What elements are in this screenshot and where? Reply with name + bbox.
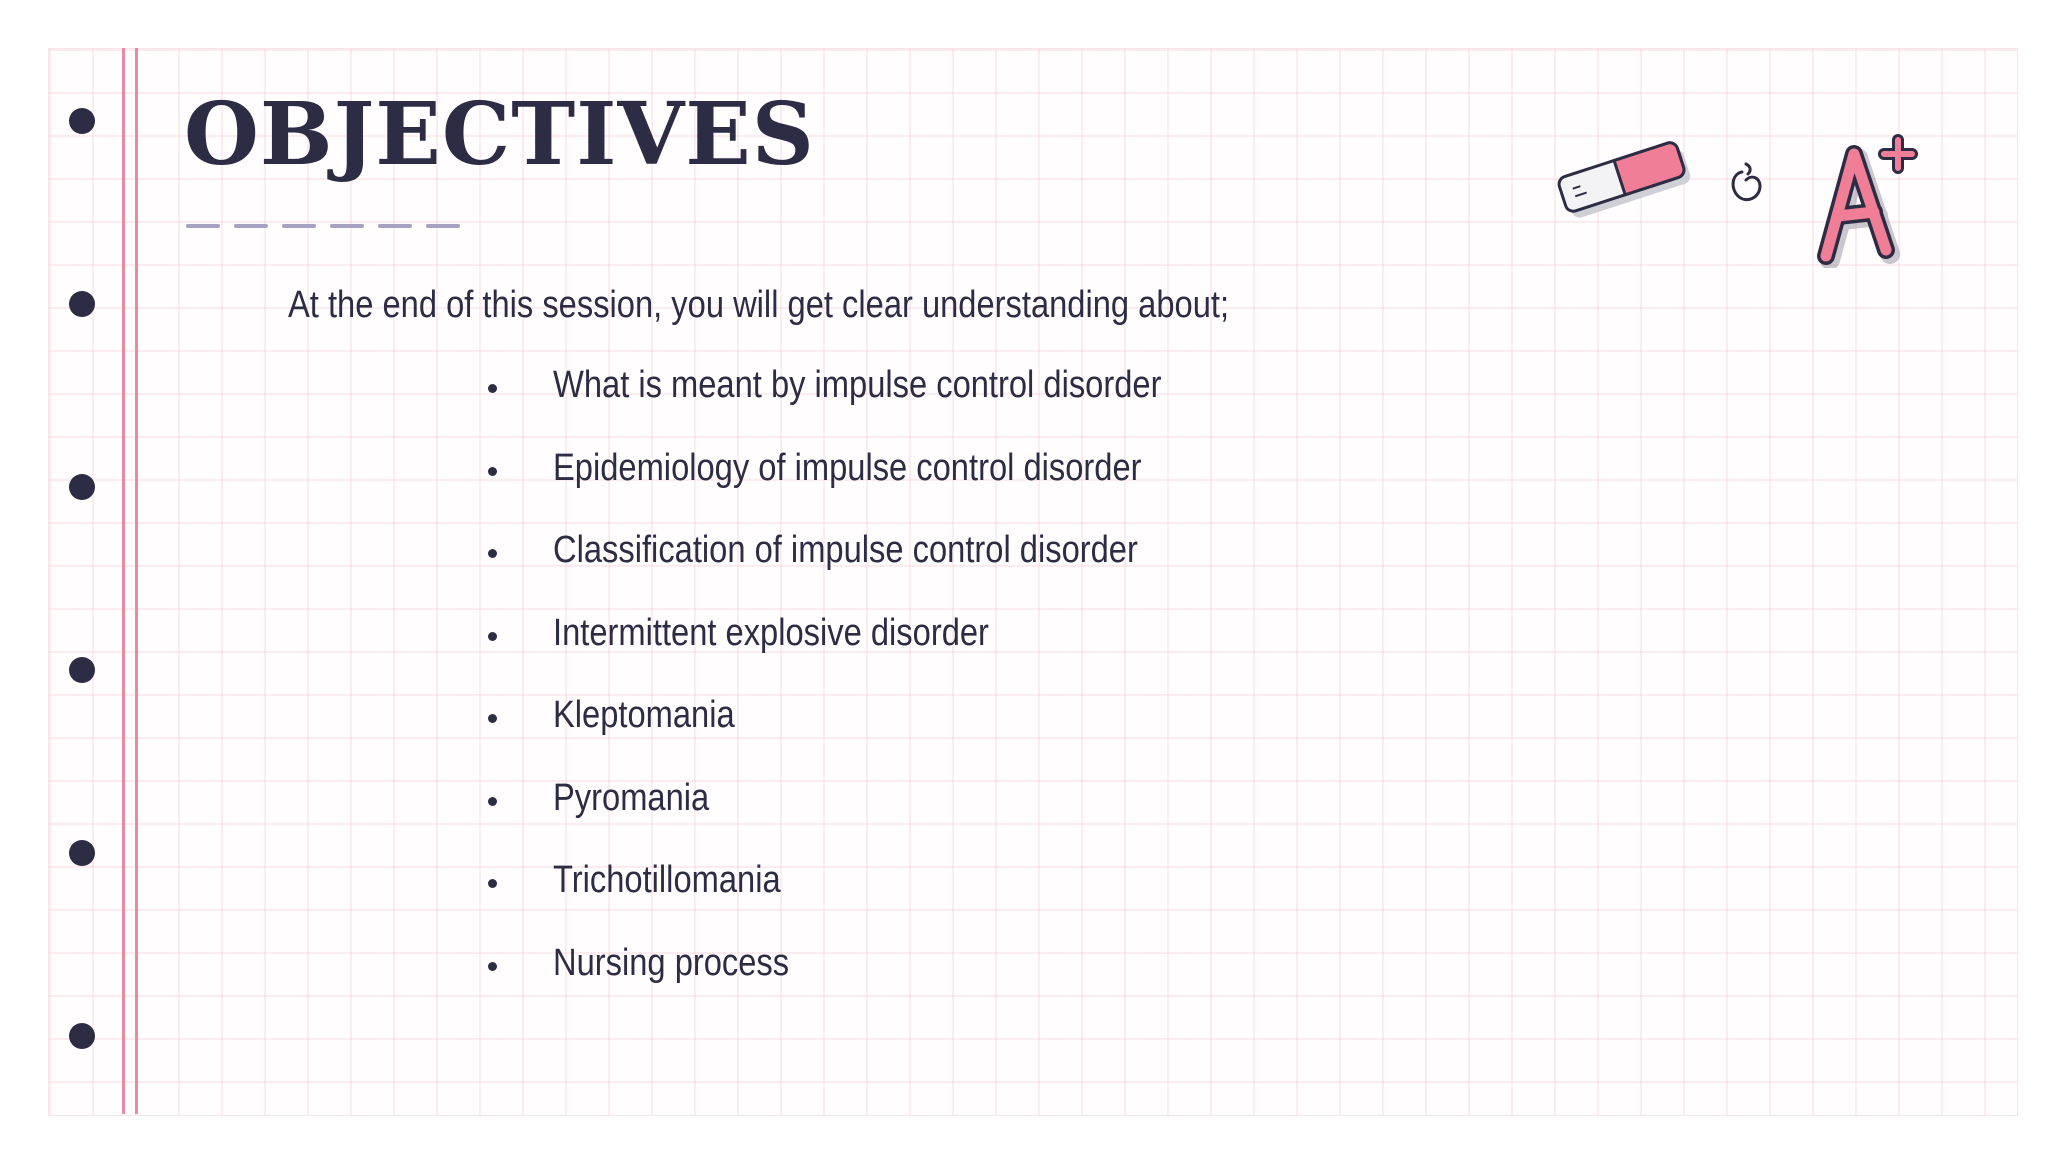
bullet-icon xyxy=(488,384,497,393)
bullet-icon xyxy=(488,962,497,971)
a-plus-grade-icon xyxy=(1814,128,1924,268)
bullet-icon xyxy=(488,714,497,723)
margin-line xyxy=(122,48,125,1114)
binder-hole xyxy=(69,474,95,500)
binder-hole xyxy=(69,840,95,866)
bullet-icon xyxy=(488,467,497,476)
binder-hole xyxy=(69,1023,95,1049)
title-underline xyxy=(186,224,460,228)
bullet-icon xyxy=(488,549,497,558)
notebook-paper xyxy=(48,48,2018,1116)
margin-line xyxy=(135,48,138,1114)
intro-text: At the end of this session, you will get clear understanding about; xyxy=(288,284,1230,326)
bullet-icon xyxy=(488,797,497,806)
pencil-shavings-icon xyxy=(1724,158,1768,208)
eraser-icon xyxy=(1550,128,1700,228)
binder-hole xyxy=(69,657,95,683)
binder-hole xyxy=(69,291,95,317)
binder-hole xyxy=(69,108,95,134)
bullet-icon xyxy=(488,632,497,641)
bullet-icon xyxy=(488,879,497,888)
page-title: OBJECTIVES xyxy=(184,84,815,185)
